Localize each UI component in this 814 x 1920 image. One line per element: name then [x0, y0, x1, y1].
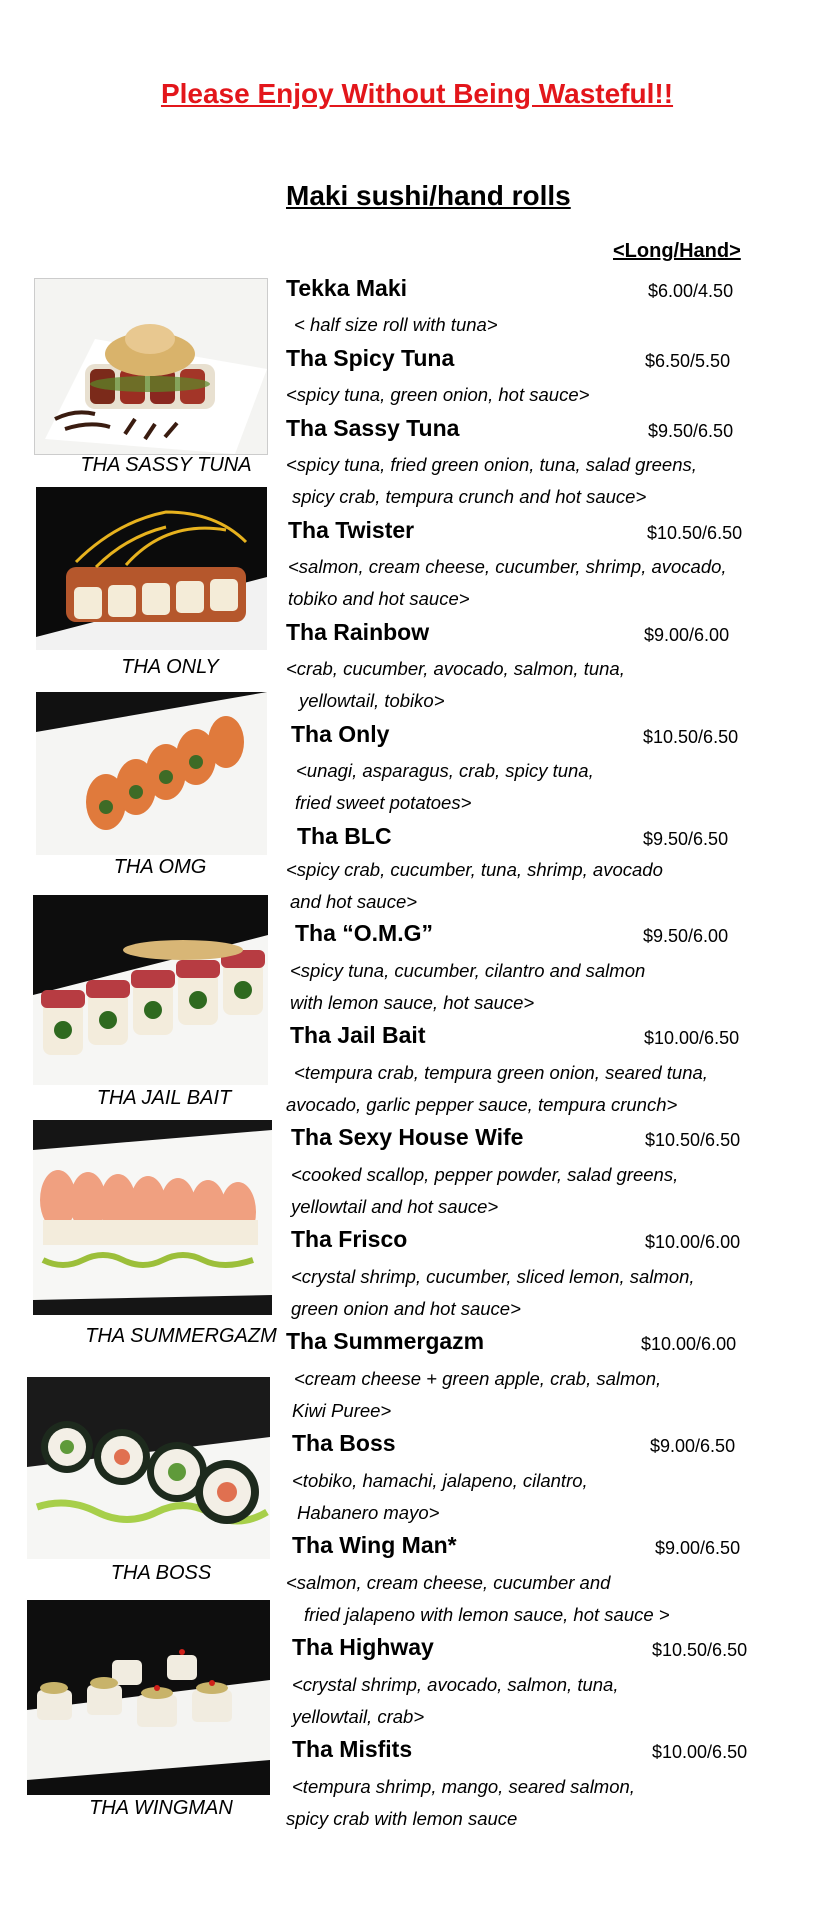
menu-item-desc: tobiko and hot sauce> — [288, 588, 470, 609]
menu-item-desc: <spicy crab, cucumber, tuna, shrimp, avocado — [286, 859, 663, 880]
photo-caption: THA OMG — [113, 856, 207, 878]
menu-item-desc: and hot sauce> — [290, 891, 418, 912]
menu-item-price: $10.50/6.50 — [645, 1130, 741, 1150]
menu-item-price: $10.50/6.50 — [652, 1640, 748, 1660]
menu-item-name: Tha BLC — [297, 823, 392, 849]
menu-item-name: Tha Spicy Tuna — [286, 345, 455, 371]
menu-item-name: Tha Sexy House Wife — [291, 1124, 524, 1150]
menu-item-desc: fried jalapeno with lemon sauce, hot sauce > — [304, 1604, 670, 1625]
menu-item-name: Tha Sassy Tuna — [286, 415, 460, 441]
menu-item-price: $9.00/6.00 — [644, 625, 730, 645]
menu-item-name: Tha Summergazm — [286, 1328, 485, 1354]
sushi-roll-photo — [36, 692, 267, 855]
photo-caption: THA WINGMAN — [89, 1797, 233, 1819]
price-column-header: <Long/Hand> — [613, 240, 741, 262]
sushi-roll-photo — [27, 1377, 270, 1559]
menu-item-desc: <spicy tuna, fried green onion, tuna, salad greens, — [286, 454, 697, 475]
sushi-roll-photo — [33, 1120, 272, 1315]
menu-item-price: $10.50/6.50 — [647, 523, 743, 543]
menu-item-desc: <spicy tuna, cucumber, cilantro and salmon — [290, 960, 646, 981]
menu-item-price: $6.00/4.50 — [648, 281, 734, 301]
menu-item-price: $9.00/6.50 — [655, 1538, 741, 1558]
section-title: Maki sushi/hand rolls — [286, 180, 571, 211]
menu-item-desc: < half size roll with tuna> — [294, 314, 498, 335]
menu-item-price: $9.50/6.50 — [643, 829, 729, 849]
menu-item-desc: <tempura crab, tempura green onion, seared tuna, — [294, 1062, 708, 1083]
menu-item-desc: <cream cheese + green apple, crab, salmon, — [294, 1368, 662, 1389]
menu-item-name: Tha Boss — [292, 1430, 396, 1456]
menu-item-price: $10.00/6.50 — [652, 1742, 748, 1762]
menu-item-name: Tha Wing Man* — [292, 1532, 457, 1558]
menu-item-price: $10.00/6.00 — [641, 1334, 737, 1354]
menu-item-desc: avocado, garlic pepper sauce, tempura crunch> — [286, 1094, 678, 1115]
menu-item-name: Tha Misfits — [292, 1736, 413, 1762]
menu-item-price: $10.50/6.50 — [643, 727, 739, 747]
menu-item-desc: <tempura shrimp, mango, seared salmon, — [292, 1776, 635, 1797]
menu-item-desc: green onion and hot sauce> — [291, 1298, 521, 1319]
menu-item-desc: <crab, cucumber, avocado, salmon, tuna, — [286, 658, 625, 679]
menu-item-desc: spicy crab with lemon sauce — [286, 1808, 518, 1829]
menu-item-name: Tha Jail Bait — [290, 1022, 426, 1048]
menu-item-price: $6.50/5.50 — [645, 351, 731, 371]
sushi-roll-photo — [36, 487, 267, 650]
photo-caption: THA SUMMERGAZM — [85, 1325, 277, 1347]
menu-item-name: Tha “O.M.G” — [295, 920, 433, 946]
menu-item-price: $10.00/6.00 — [645, 1232, 741, 1252]
menu-item-desc: <salmon, cream cheese, cucumber and — [286, 1572, 611, 1593]
photo-caption: THA ONLY — [121, 656, 219, 678]
menu-item-desc: <crystal shrimp, cucumber, sliced lemon, salmon, — [291, 1266, 695, 1287]
menu-item-name: Tha Twister — [288, 517, 415, 543]
menu-item-desc: <crystal shrimp, avocado, salmon, tuna, — [292, 1674, 619, 1695]
menu-item-name: Tha Highway — [292, 1634, 434, 1660]
photo-caption: THA SASSY TUNA — [80, 454, 252, 476]
sushi-roll-photo — [27, 1600, 270, 1795]
menu-item-desc: yellowtail and hot sauce> — [291, 1196, 499, 1217]
menu-item-name: Tha Rainbow — [286, 619, 430, 645]
menu-item-desc: <tobiko, hamachi, jalapeno, cilantro, — [292, 1470, 588, 1491]
banner-message: Please Enjoy Without Being Wasteful!! — [160, 78, 674, 109]
menu-item-desc: fried sweet potatoes> — [295, 792, 472, 813]
menu-item-desc: Habanero mayo> — [297, 1502, 440, 1523]
menu-item-desc: with lemon sauce, hot sauce> — [290, 992, 535, 1013]
menu-item-desc: <salmon, cream cheese, cucumber, shrimp, avocado, — [288, 556, 727, 577]
menu-item-price: $9.50/6.00 — [643, 926, 729, 946]
menu-item-desc: spicy crab, tempura crunch and hot sauce> — [292, 486, 647, 507]
menu-item-name: Tha Frisco — [291, 1226, 408, 1252]
menu-item-name: Tekka Maki — [286, 275, 408, 301]
menu-item-desc: <spicy tuna, green onion, hot sauce> — [286, 384, 590, 405]
sushi-roll-photo — [34, 278, 268, 455]
menu-item-desc: yellowtail, tobiko> — [299, 690, 445, 711]
menu-item-desc: <unagi, asparagus, crab, spicy tuna, — [296, 760, 594, 781]
sushi-roll-photo — [33, 895, 268, 1085]
menu-item-desc: Kiwi Puree> — [292, 1400, 392, 1421]
menu-item-price: $9.00/6.50 — [650, 1436, 736, 1456]
menu-item-price: $10.00/6.50 — [644, 1028, 740, 1048]
menu-item-name: Tha Only — [291, 721, 390, 747]
menu-item-price: $9.50/6.50 — [648, 421, 734, 441]
photo-caption: THA JAIL BAIT — [96, 1087, 232, 1109]
photo-caption: THA BOSS — [110, 1562, 212, 1584]
menu-item-desc: yellowtail, crab> — [292, 1706, 425, 1727]
menu-item-desc: <cooked scallop, pepper powder, salad greens, — [291, 1164, 679, 1185]
